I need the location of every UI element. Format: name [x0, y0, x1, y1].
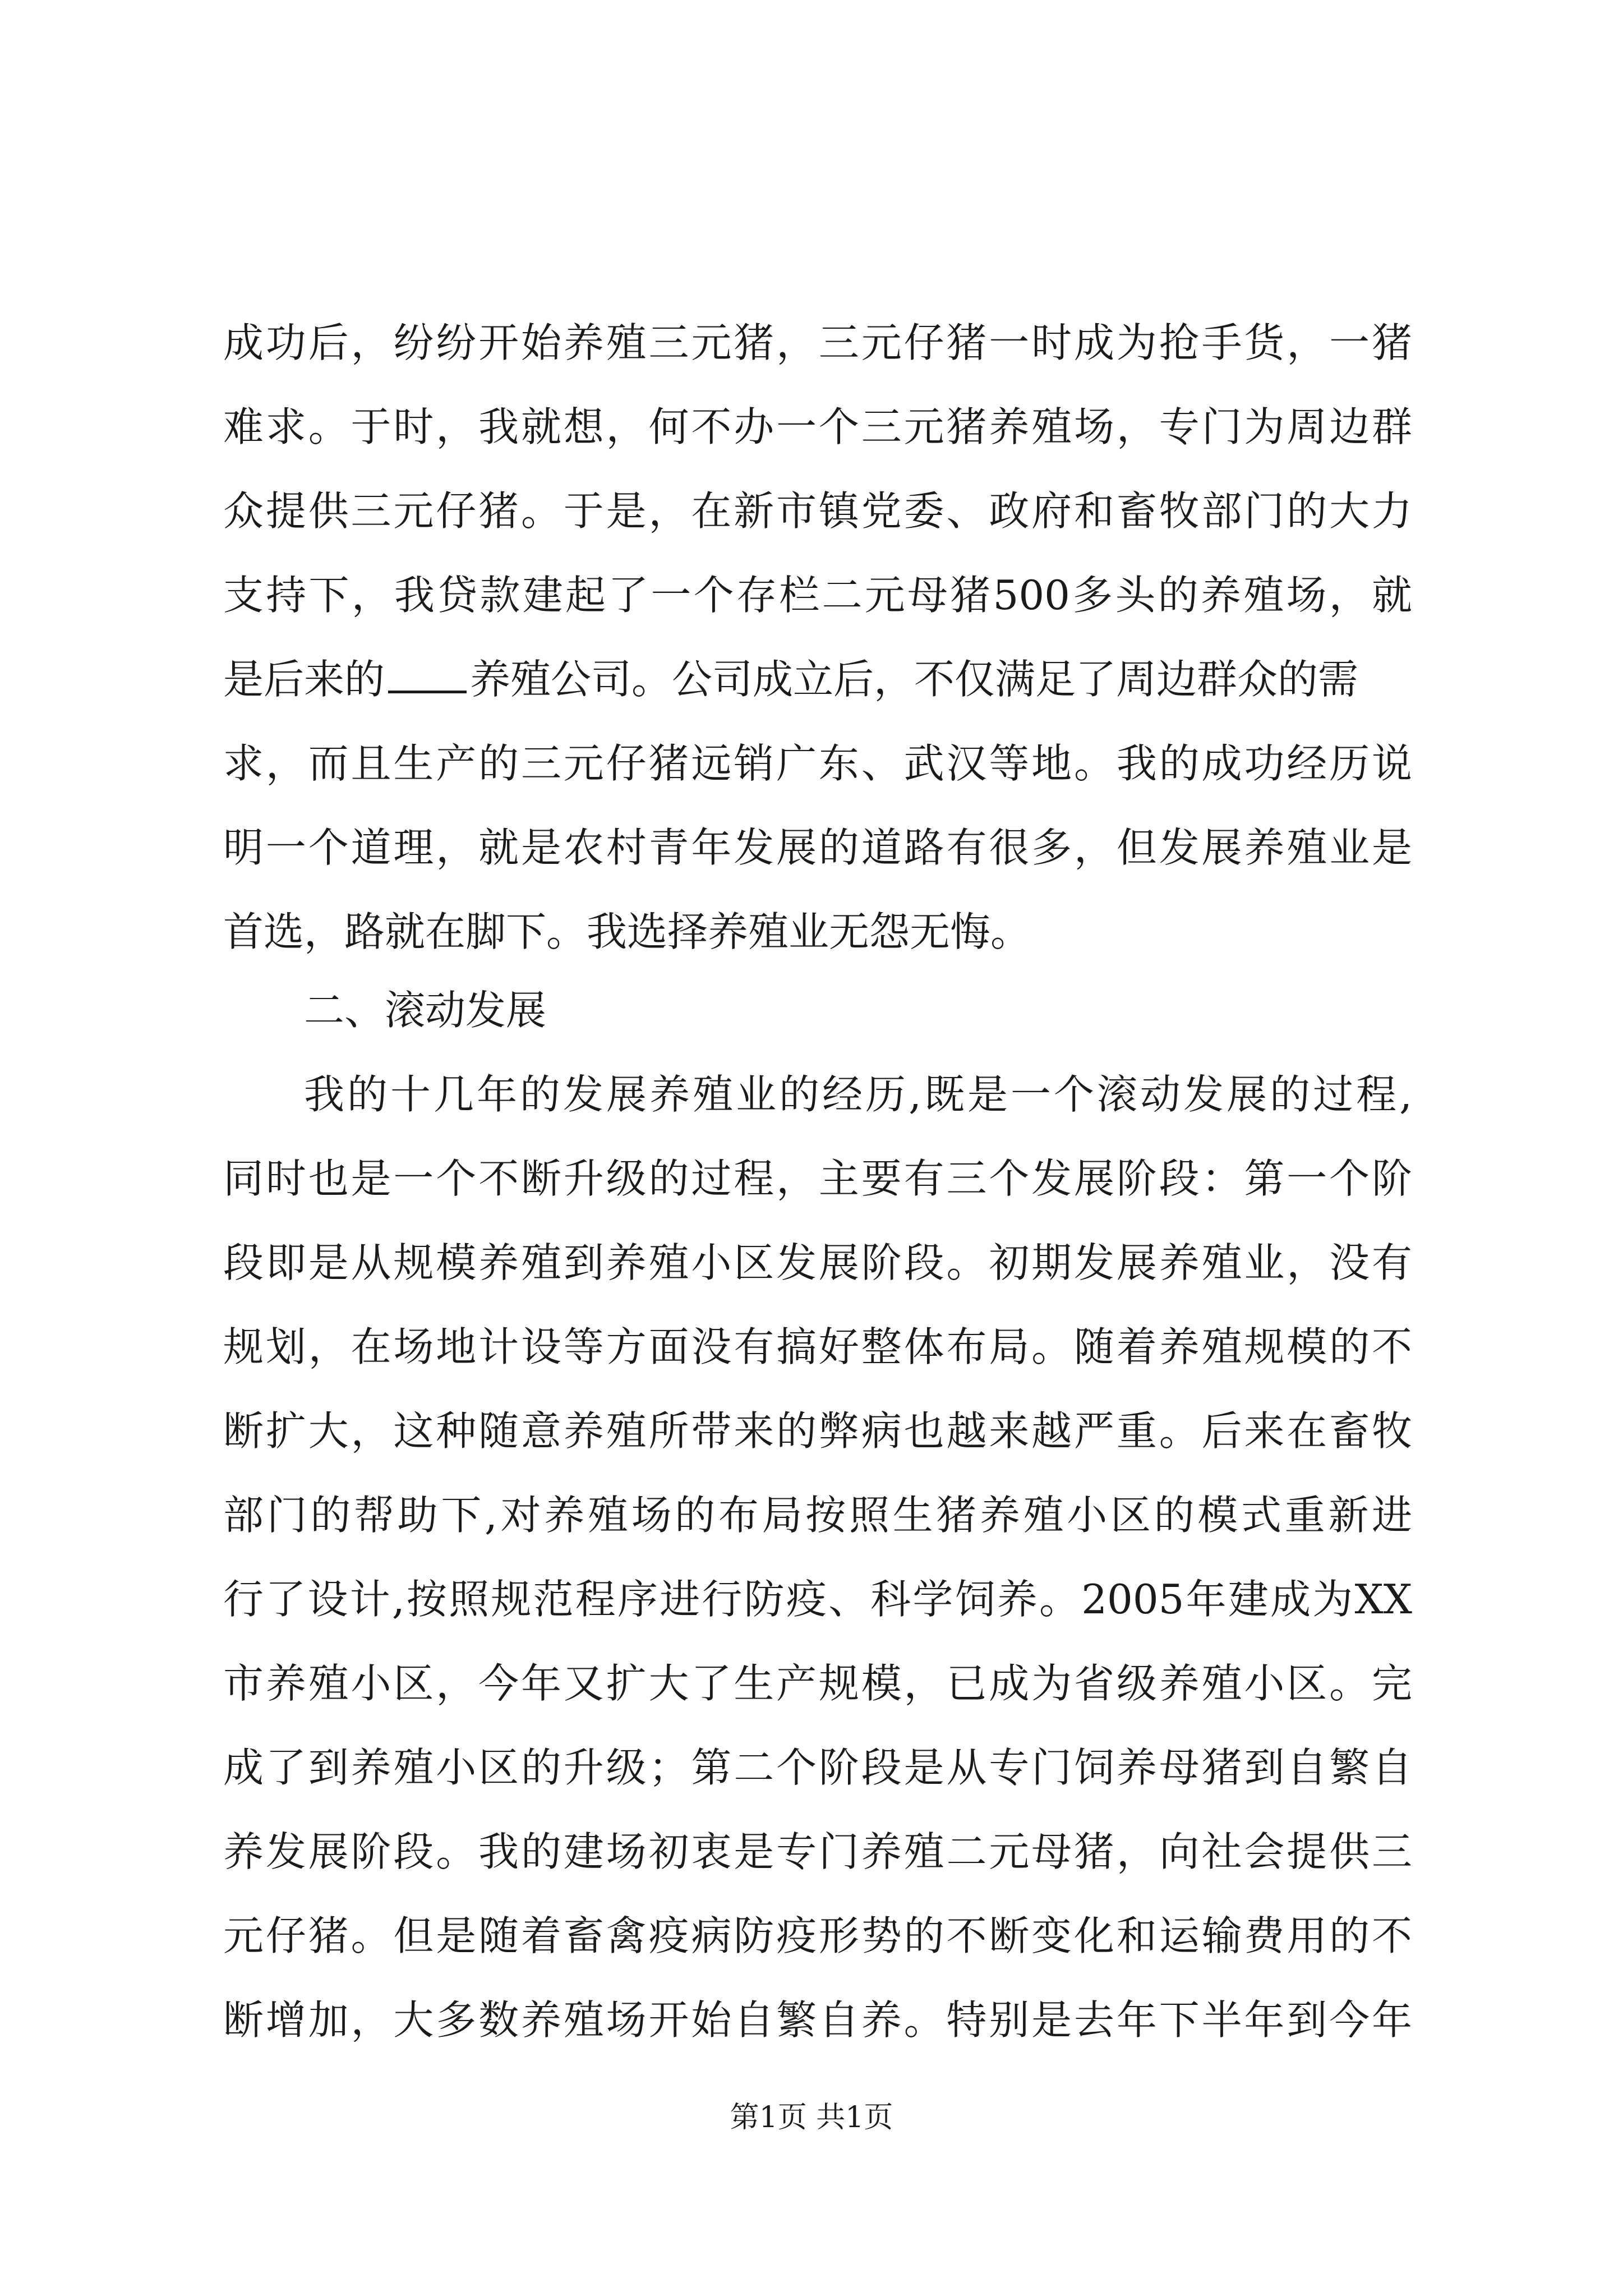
- body-line-segment: 养殖公司。公司成立后，不仅满足了周边群众的需: [470, 656, 1359, 703]
- section-heading: 二、滚动发展: [304, 987, 547, 1034]
- body-line: 市养殖小区，今年又扩大了生产规模，已成为省级养殖小区。完: [223, 1660, 1412, 1707]
- body-line: 成功后，纷纷开始养殖三元猪，三元仔猪一时成为抢手货，一猪: [223, 319, 1412, 366]
- body-line: 断增加，大多数养殖场开始自繁自养。特别是去年下半年到今年: [223, 1996, 1412, 2044]
- body-line: 规划，在场地计设等方面没有搞好整体布局。随着养殖规模的不: [223, 1323, 1412, 1370]
- body-line: 同时也是一个不断升级的过程，主要有三个发展阶段：第一个阶: [223, 1155, 1412, 1202]
- body-line-segment: 是后来的: [223, 656, 385, 703]
- body-line: 段即是从规模养殖到养殖小区发展阶段。初期发展养殖业，没有: [223, 1239, 1412, 1286]
- page-footer: 第1页 共1页: [730, 2101, 893, 2134]
- body-line-with-blank: [223, 637, 1412, 721]
- body-line: 养发展阶段。我的建场初衷是专门养殖二元母猪，向社会提供三: [223, 1828, 1412, 1875]
- body-line: 明一个道理，就是农村青年发展的道路有很多，但发展养殖业是: [223, 824, 1412, 871]
- body-line: 成了到养殖小区的升级；第二个阶段是从专门饲养母猪到自繁自: [223, 1744, 1412, 1791]
- body-line: 断扩大，这种随意养殖所带来的弊病也越来越严重。后来在畜牧: [223, 1407, 1412, 1455]
- body-line: 难求。于时，我就想，何不办一个三元猪养殖场，专门为周边群: [223, 403, 1412, 450]
- body-line: 行了设计,按照规范程序进行防疫、科学饲养。2005年建成为XX: [223, 1576, 1412, 1623]
- body-line: 部门的帮助下,对养殖场的布局按照生猪养殖小区的模式重新进: [223, 1492, 1412, 1539]
- body-line: 支持下，我贷款建起了一个存栏二元母猪500多头的养殖场，就: [223, 572, 1412, 619]
- fill-in-blank: [388, 687, 467, 693]
- body-line: 众提供三元仔猪。于是，在新市镇党委、政府和畜牧部门的大力: [223, 487, 1412, 535]
- body-line: 求，而且生产的三元仔猪远销广东、武汉等地。我的成功经历说: [223, 740, 1412, 787]
- body-line: 首选，路就在脚下。我选择养殖业无怨无悔。: [223, 908, 1031, 955]
- paragraph-first-line: 我的十几年的发展养殖业的经历,既是一个滚动发展的过程,: [304, 1071, 1412, 1118]
- body-line: 元仔猪。但是随着畜禽疫病防疫形势的不断变化和运输费用的不: [223, 1912, 1412, 1959]
